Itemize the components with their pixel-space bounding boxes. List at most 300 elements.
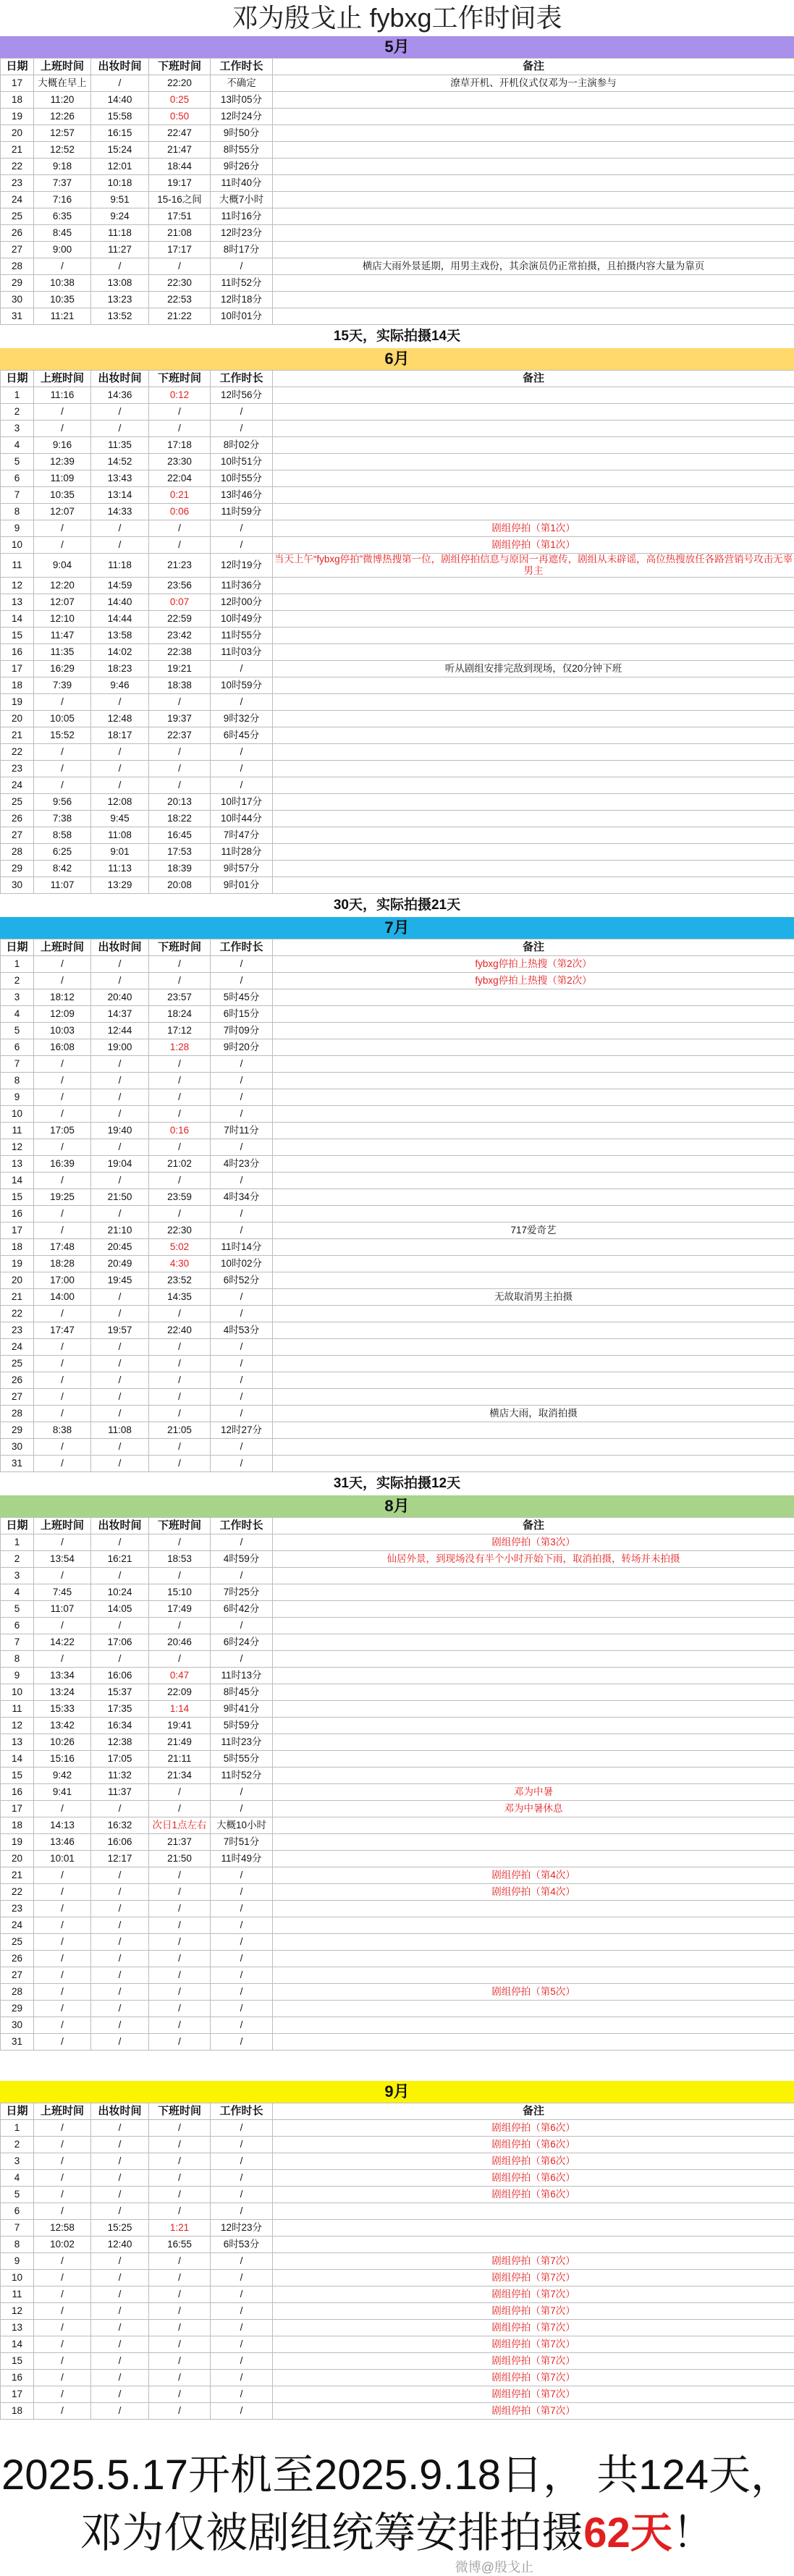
table-cell: 16:29 <box>34 661 91 677</box>
note-cell: 剧组停拍（第6次） <box>273 2153 794 2170</box>
table-row <box>1 973 794 989</box>
table-cell: 12:52 <box>34 142 91 159</box>
footer-summary <box>0 2446 794 2562</box>
table-cell: / <box>91 2170 149 2187</box>
table-row <box>1 1089 794 1106</box>
table-cell: 8:42 <box>34 861 91 877</box>
table-cell: 19 <box>1 694 34 711</box>
table-cell: / <box>34 1884 91 1901</box>
table-cell: / <box>34 1372 91 1389</box>
table-cell: / <box>34 404 91 421</box>
table-cell: 22 <box>1 1306 34 1322</box>
table-row <box>1 387 794 404</box>
note-cell <box>273 504 794 520</box>
table-cell: 21:50 <box>91 1189 149 1206</box>
table-cell: 6:35 <box>34 208 91 225</box>
note-cell: 717爱奇艺 <box>273 1222 794 1239</box>
table-cell: 5 <box>1 454 34 470</box>
table-cell: / <box>211 2353 273 2370</box>
table-cell: / <box>34 2001 91 2017</box>
schedule-table <box>0 1517 794 2051</box>
table-cell: 12时24分 <box>211 109 273 125</box>
table-cell: / <box>34 2336 91 2353</box>
table-cell: 20:40 <box>91 989 149 1006</box>
column-header: 日期 <box>1 2103 34 2120</box>
table-cell: / <box>149 2137 211 2153</box>
table-cell: / <box>211 1289 273 1306</box>
table-cell: / <box>211 1568 273 1584</box>
table-cell: 29 <box>1 1422 34 1439</box>
note-cell: 剧组停拍（第1次） <box>273 520 794 537</box>
table-cell: / <box>149 1618 211 1634</box>
table-cell: / <box>91 2187 149 2203</box>
table-cell: 7 <box>1 1634 34 1651</box>
table-row <box>1 1884 794 1901</box>
table-cell: / <box>149 1784 211 1801</box>
table-cell: 19 <box>1 1256 34 1272</box>
note-cell: 无故取消男主拍摄 <box>273 1289 794 1306</box>
table-row <box>1 1189 794 1206</box>
table-cell: 22:53 <box>149 292 211 308</box>
table-row <box>1 578 794 594</box>
table-cell: / <box>211 537 273 554</box>
month-summary: 31天，实际拍摄12天 <box>0 1472 794 1495</box>
table-cell: 21:23 <box>149 554 211 578</box>
table-cell: / <box>91 2017 149 2034</box>
table-header-row <box>1 939 794 956</box>
table-cell: 19:04 <box>91 1156 149 1173</box>
table-cell: / <box>149 2034 211 2051</box>
table-cell: / <box>91 2270 149 2286</box>
table-cell: / <box>211 1784 273 1801</box>
table-cell: 19:57 <box>91 1322 149 1339</box>
table-row <box>1 504 794 520</box>
table-cell: 11:37 <box>91 1784 149 1801</box>
table-cell: / <box>34 1456 91 1472</box>
table-cell: / <box>91 1289 149 1306</box>
table-cell: / <box>34 1867 91 1884</box>
table-cell: 12时00分 <box>211 594 273 611</box>
table-cell: 20:45 <box>91 1239 149 1256</box>
table-cell: / <box>149 2303 211 2320</box>
table-cell: 11:07 <box>34 1601 91 1618</box>
table-cell: 10:01 <box>34 1851 91 1867</box>
table-cell: / <box>34 1917 91 1934</box>
table-row <box>1 2034 794 2051</box>
note-cell <box>273 125 794 142</box>
table-cell: 27 <box>1 1967 34 1984</box>
table-cell: 9 <box>1 1089 34 1106</box>
note-cell <box>273 1668 794 1684</box>
table-cell: / <box>91 694 149 711</box>
table-cell: 12 <box>1 578 34 594</box>
table-cell: 4 <box>1 1006 34 1023</box>
note-cell <box>273 1934 794 1951</box>
table-cell: / <box>211 2403 273 2420</box>
table-cell: 13:24 <box>34 1684 91 1701</box>
table-cell: 21:22 <box>149 308 211 325</box>
note-cell: 剧组停拍（第7次） <box>273 2336 794 2353</box>
table-cell: / <box>149 1917 211 1934</box>
note-cell: 剧组停拍（第7次） <box>273 2320 794 2336</box>
footer-line-1: 2025.5.17开机至2025.9.18日， 共124天， <box>0 2446 794 2504</box>
table-cell: 17 <box>1 75 34 92</box>
table-cell: 大概在早上 <box>34 75 91 92</box>
table-cell: 28 <box>1 258 34 275</box>
table-row <box>1 225 794 242</box>
table-cell: / <box>34 1073 91 1089</box>
table-cell: / <box>34 2034 91 2051</box>
note-cell <box>273 2017 794 2034</box>
table-cell: 12:20 <box>34 578 91 594</box>
table-cell: 16:34 <box>91 1718 149 1734</box>
table-cell: / <box>211 956 273 973</box>
schedule-table <box>0 2103 794 2420</box>
table-cell: / <box>211 744 273 761</box>
note-cell <box>273 454 794 470</box>
note-cell <box>273 1718 794 1734</box>
note-cell <box>273 1967 794 1984</box>
table-cell: / <box>91 1439 149 1456</box>
note-cell <box>273 677 794 694</box>
note-cell <box>273 1684 794 1701</box>
table-cell: / <box>149 1339 211 1356</box>
table-row <box>1 92 794 109</box>
table-row <box>1 744 794 761</box>
table-cell: / <box>91 1089 149 1106</box>
table-cell: 9 <box>1 2253 34 2270</box>
column-header: 下班时间 <box>149 939 211 956</box>
table-row <box>1 421 794 437</box>
note-cell <box>273 1734 794 1751</box>
table-row <box>1 125 794 142</box>
table-cell: 20:13 <box>149 794 211 811</box>
table-cell: 10时59分 <box>211 677 273 694</box>
table-cell: 15 <box>1 1768 34 1784</box>
table-row <box>1 1568 794 1584</box>
table-cell: / <box>34 1568 91 1584</box>
table-row <box>1 292 794 308</box>
table-cell: 3 <box>1 1568 34 1584</box>
table-cell: 12:07 <box>34 594 91 611</box>
table-row <box>1 844 794 861</box>
table-cell: 18:44 <box>149 159 211 175</box>
table-cell: / <box>149 258 211 275</box>
note-cell <box>273 711 794 727</box>
table-cell: / <box>91 1901 149 1917</box>
table-cell: / <box>34 1206 91 1222</box>
table-cell: 18:17 <box>91 727 149 744</box>
table-cell: / <box>91 2403 149 2420</box>
table-cell: 21:34 <box>149 1768 211 1784</box>
table-cell: 26 <box>1 811 34 827</box>
table-cell: 0:12 <box>149 387 211 404</box>
table-cell: 14:05 <box>91 1601 149 1618</box>
table-cell: / <box>91 1406 149 1422</box>
note-cell <box>273 861 794 877</box>
table-cell: / <box>34 1306 91 1322</box>
table-row <box>1 1422 794 1439</box>
note-cell <box>273 1322 794 1339</box>
table-cell: 2 <box>1 404 34 421</box>
table-cell: 14:22 <box>34 1634 91 1651</box>
table-cell: 23:57 <box>149 989 211 1006</box>
table-row <box>1 2386 794 2403</box>
table-cell: 10:35 <box>34 487 91 504</box>
table-cell: 23:42 <box>149 628 211 644</box>
table-cell: 10时02分 <box>211 1256 273 1272</box>
month-header: 7月 <box>0 917 794 939</box>
note-cell: 剧组停拍（第6次） <box>273 2170 794 2187</box>
table-cell: 24 <box>1 1917 34 1934</box>
table-cell: / <box>149 2187 211 2203</box>
table-cell: 16 <box>1 644 34 661</box>
column-header: 工作时长 <box>211 939 273 956</box>
table-cell: 12时18分 <box>211 292 273 308</box>
table-row <box>1 1534 794 1551</box>
note-cell: 剧组停拍（第5次） <box>273 1984 794 2001</box>
table-cell: 2 <box>1 973 34 989</box>
table-row <box>1 761 794 777</box>
table-cell: / <box>149 1406 211 1422</box>
table-cell: 19:21 <box>149 661 211 677</box>
note-cell <box>273 1173 794 1189</box>
table-row <box>1 1322 794 1339</box>
table-cell: / <box>211 1406 273 1422</box>
watermark: 微博@殷戈止 <box>455 2557 533 2576</box>
table-row <box>1 1173 794 1189</box>
table-cell: / <box>211 2320 273 2336</box>
table-cell: 4 <box>1 437 34 454</box>
column-header: 备注 <box>273 59 794 75</box>
table-cell: 21 <box>1 1867 34 1884</box>
note-cell <box>273 989 794 1006</box>
table-cell: / <box>34 258 91 275</box>
table-cell: 6 <box>1 470 34 487</box>
table-cell: / <box>34 2153 91 2170</box>
column-header: 出妆时间 <box>91 939 149 956</box>
table-cell: 27 <box>1 242 34 258</box>
table-cell: / <box>149 1534 211 1551</box>
table-cell: 9:45 <box>91 811 149 827</box>
table-cell: 0:21 <box>149 487 211 504</box>
table-row <box>1 1551 794 1568</box>
table-row <box>1 1601 794 1618</box>
table-row <box>1 1023 794 1039</box>
table-cell: 11:09 <box>34 470 91 487</box>
table-cell: 12 <box>1 1139 34 1156</box>
table-cell: 7 <box>1 487 34 504</box>
note-cell <box>273 644 794 661</box>
note-cell <box>273 1106 794 1123</box>
note-cell <box>273 470 794 487</box>
table-cell: 9 <box>1 1668 34 1684</box>
table-cell: / <box>211 2120 273 2137</box>
table-cell: 11:20 <box>34 92 91 109</box>
table-cell: / <box>211 1372 273 1389</box>
table-cell: / <box>211 2137 273 2153</box>
table-cell: / <box>149 2253 211 2270</box>
table-row <box>1 1967 794 1984</box>
table-cell: 14:13 <box>34 1817 91 1834</box>
table-cell: / <box>149 2386 211 2403</box>
table-cell: 6时45分 <box>211 727 273 744</box>
table-cell: 22:30 <box>149 1222 211 1239</box>
note-cell: 剧组停拍（第7次） <box>273 2253 794 2270</box>
table-cell: 11时52分 <box>211 1768 273 1784</box>
table-cell: / <box>91 258 149 275</box>
table-row <box>1 1951 794 1967</box>
table-cell: / <box>211 1356 273 1372</box>
note-cell <box>273 1039 794 1056</box>
table-cell: 10 <box>1 1106 34 1123</box>
table-cell: 20:46 <box>149 1634 211 1651</box>
table-cell: / <box>91 1568 149 1584</box>
table-header-row <box>1 1518 794 1534</box>
table-cell: 14 <box>1 1751 34 1768</box>
column-header: 出妆时间 <box>91 1518 149 1534</box>
table-cell: / <box>34 956 91 973</box>
table-row <box>1 1851 794 1867</box>
table-cell: 14:52 <box>91 454 149 470</box>
table-cell: 12:48 <box>91 711 149 727</box>
month-summary: 30天，实际拍摄21天 <box>0 894 794 917</box>
note-cell <box>273 1073 794 1089</box>
table-cell: 10:38 <box>34 275 91 292</box>
table-cell: 17 <box>1 1801 34 1817</box>
table-cell: 9时57分 <box>211 861 273 877</box>
table-cell: 9时01分 <box>211 877 273 894</box>
table-cell: 14:02 <box>91 644 149 661</box>
months-container <box>0 36 794 2420</box>
table-cell: 19:41 <box>149 1718 211 1734</box>
note-cell <box>273 1422 794 1439</box>
table-cell: / <box>149 1372 211 1389</box>
table-cell: / <box>34 2120 91 2137</box>
table-cell: 13 <box>1 2320 34 2336</box>
table-cell: 7:45 <box>34 1584 91 1601</box>
note-cell <box>273 192 794 208</box>
note-cell: 潦草开机、开机仪式仅邓为一主演参与 <box>273 75 794 92</box>
note-cell <box>273 1189 794 1206</box>
table-cell: 11时36分 <box>211 578 273 594</box>
table-cell: / <box>149 1173 211 1189</box>
table-cell: / <box>149 2336 211 2353</box>
table-cell: 26 <box>1 225 34 242</box>
table-row <box>1 75 794 92</box>
table-cell: / <box>91 1651 149 1668</box>
table-row <box>1 1406 794 1422</box>
table-cell: / <box>34 1618 91 1634</box>
table-cell: 6时42分 <box>211 1601 273 1618</box>
table-cell: / <box>91 1173 149 1189</box>
note-cell <box>273 225 794 242</box>
table-cell: / <box>34 1389 91 1406</box>
table-cell: / <box>149 1984 211 2001</box>
table-cell: 14:44 <box>91 611 149 628</box>
table-cell: 13时05分 <box>211 92 273 109</box>
table-row <box>1 487 794 504</box>
table-cell: / <box>34 1951 91 1967</box>
table-cell: / <box>91 1139 149 1156</box>
note-cell <box>273 2203 794 2220</box>
table-cell: 13:14 <box>91 487 149 504</box>
column-header: 工作时长 <box>211 59 273 75</box>
table-row <box>1 2303 794 2320</box>
table-cell: 11时14分 <box>211 1239 273 1256</box>
note-cell <box>273 811 794 827</box>
table-cell: 19:37 <box>149 711 211 727</box>
table-cell: 22:59 <box>149 611 211 628</box>
table-cell: 19 <box>1 109 34 125</box>
table-row <box>1 1768 794 1784</box>
table-cell: / <box>91 2203 149 2220</box>
note-cell: 仙居外景，到现场没有半个小时开始下雨，取消拍摄，转场并未拍摄 <box>273 1551 794 1568</box>
table-cell: / <box>34 744 91 761</box>
table-cell: / <box>149 694 211 711</box>
table-cell: 11 <box>1 2286 34 2303</box>
note-cell: 剧组停拍（第7次） <box>273 2353 794 2370</box>
table-cell: 21:02 <box>149 1156 211 1173</box>
table-cell: 13:46 <box>34 1834 91 1851</box>
table-cell: 22:09 <box>149 1684 211 1701</box>
note-cell <box>273 1056 794 1073</box>
table-cell: 20 <box>1 125 34 142</box>
table-cell: 大概10小时 <box>211 1817 273 1834</box>
table-cell: 11时49分 <box>211 1851 273 1867</box>
note-cell <box>273 1272 794 1289</box>
table-cell: 16:21 <box>91 1551 149 1568</box>
table-cell: 19:00 <box>91 1039 149 1056</box>
note-cell: 剧组停拍（第7次） <box>273 2386 794 2403</box>
note-cell: fybxg停拍上热搜（第2次） <box>273 956 794 973</box>
note-cell <box>273 877 794 894</box>
table-cell: / <box>149 1089 211 1106</box>
table-cell: 18:38 <box>149 677 211 694</box>
table-cell: 14:40 <box>91 92 149 109</box>
table-cell: / <box>149 2203 211 2220</box>
column-header: 出妆时间 <box>91 59 149 75</box>
table-cell: / <box>34 1356 91 1372</box>
table-cell: 1:21 <box>149 2220 211 2237</box>
table-cell: 11 <box>1 554 34 578</box>
table-row <box>1 1984 794 2001</box>
table-cell: 7:38 <box>34 811 91 827</box>
table-cell: / <box>91 1056 149 1073</box>
table-cell: 15:58 <box>91 109 149 125</box>
table-cell: 14 <box>1 2336 34 2353</box>
table-cell: 19:40 <box>91 1123 149 1139</box>
note-cell <box>273 1356 794 1372</box>
table-cell: / <box>211 2187 273 2203</box>
note-cell: 剧组停拍（第6次） <box>273 2137 794 2153</box>
table-row <box>1 1651 794 1668</box>
table-cell: / <box>211 1089 273 1106</box>
note-cell <box>273 2034 794 2051</box>
table-cell: 9:42 <box>34 1768 91 1784</box>
table-cell: 11 <box>1 1123 34 1139</box>
table-cell: 1 <box>1 2120 34 2137</box>
note-cell <box>273 404 794 421</box>
table-cell: / <box>91 1073 149 1089</box>
table-cell: 12:57 <box>34 125 91 142</box>
table-row <box>1 2403 794 2420</box>
table-row <box>1 727 794 744</box>
table-cell: 10 <box>1 1684 34 1701</box>
table-cell: 9:41 <box>34 1784 91 1801</box>
table-cell: 11:18 <box>91 225 149 242</box>
table-cell: / <box>34 1651 91 1668</box>
